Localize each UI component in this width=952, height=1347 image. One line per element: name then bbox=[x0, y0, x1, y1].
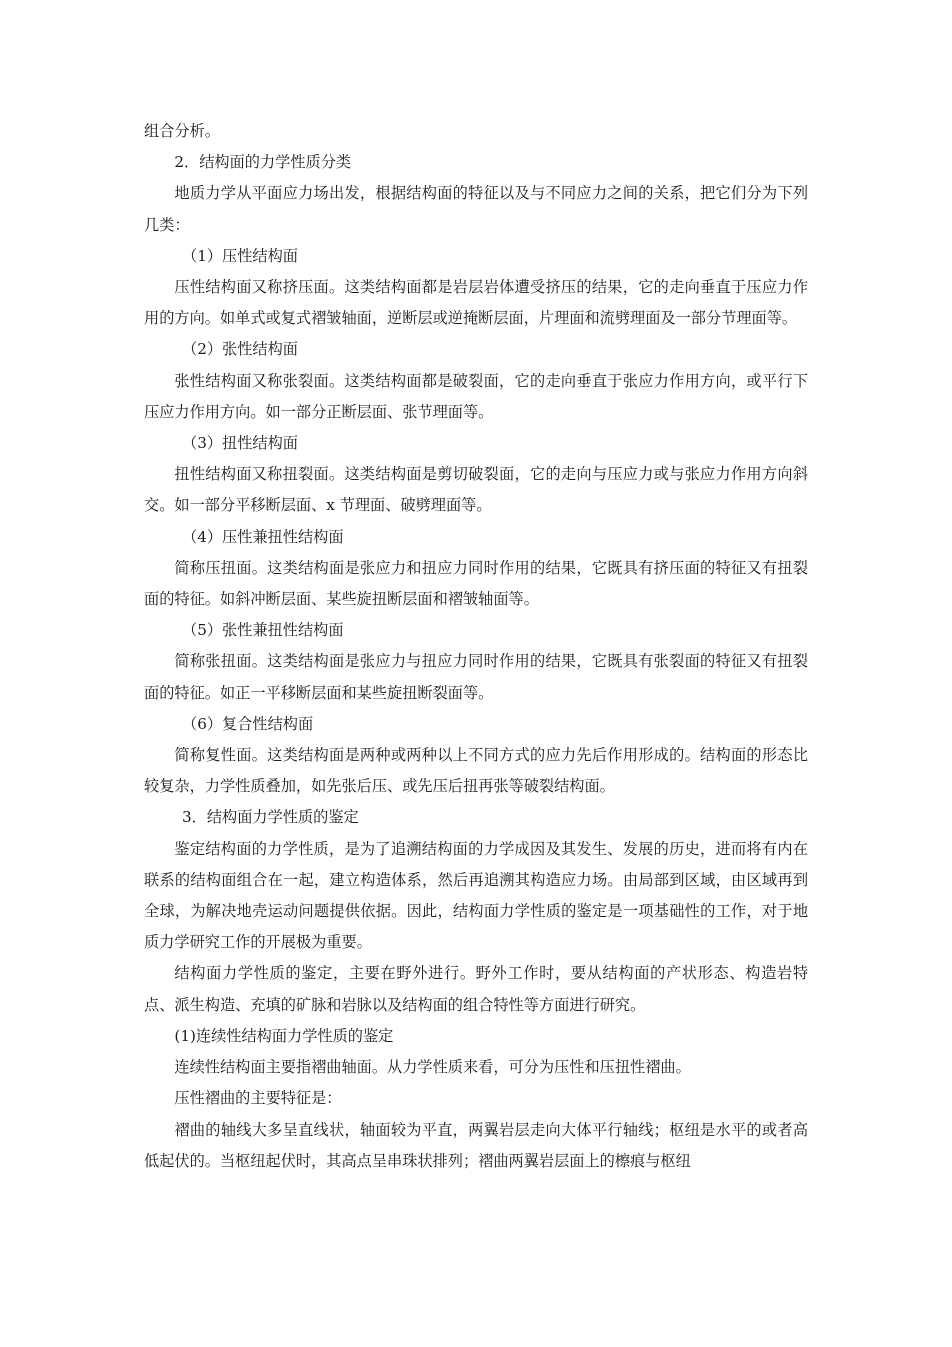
subsection-heading: （5）张性兼扭性结构面 bbox=[182, 621, 344, 640]
paragraph: 压性褶曲的主要特征是： bbox=[174, 1089, 342, 1108]
paragraph: 鉴定结构面的力学性质，是为了追溯结构面的力学成因及其发生、发展的历史，进而将有内在联系的结构面组合在一起，建立构造体系，然后再追溯其构造应力场。由局部到区域，由区域再到全球，为解决地壳运动问题提供依据。因此，结构面力学性质的鉴定是一项基础性的工作，对于地质力学研究工作的开展极为重要。 bbox=[144, 839, 808, 952]
paragraph: 简称张扭面。这类结构面是张应力与扭应力同时作用的结果，它既具有张裂面的特征又有扭裂面的特征。如正一平移断层面和某些旋扭断裂面等。 bbox=[144, 652, 808, 702]
document-page bbox=[144, 116, 808, 1177]
paragraph: 地质力学从平面应力场出发，根据结构面的特征以及与不同应力之间的关系，把它们分为下列几类： bbox=[144, 184, 808, 234]
paragraph: 张性结构面又称张裂面。这类结构面都是破裂面，它的走向垂直于张应力作用方向，或平行下压应力作用方向。如一部分正断层面、张节理面等。 bbox=[144, 371, 808, 421]
section-heading: 2．结构面的力学性质分类 bbox=[174, 153, 352, 172]
paragraph: 扭性结构面又称扭裂面。这类结构面是剪切破裂面，它的走向与压应力或与张应力作用方向斜交。如一部分平移断层面、x 节理面、破劈理面等。 bbox=[144, 465, 808, 515]
paragraph: 结构面力学性质的鉴定，主要在野外进行。野外工作时，要从结构面的产状形态、构造岩特点、派生构造、充填的矿脉和岩脉以及结构面的组合特性等方面进行研究。 bbox=[144, 964, 808, 1014]
paragraph: 连续性结构面主要指褶曲轴面。从力学性质来看，可分为压性和压扭性褶曲。 bbox=[174, 1058, 691, 1077]
paragraph: 简称复性面。这类结构面是两种或两种以上不同方式的应力先后作用形成的。结构面的形态比较复杂，力学性质叠加，如先张后压、或先压后扭再张等破裂结构面。 bbox=[144, 746, 808, 796]
section-heading: 3．结构面力学性质的鉴定 bbox=[182, 808, 359, 827]
paragraph: 压性结构面又称挤压面。这类结构面都是岩层岩体遭受挤压的结果，它的走向垂直于压应力作用的方向。如单式或复式褶皱轴面，逆断层或逆掩断层面，片理面和流劈理面及一部分节理面等。 bbox=[144, 278, 808, 328]
subsection-heading: （3）扭性结构面 bbox=[182, 434, 298, 453]
subsection-heading: (1)连续性结构面力学性质的鉴定 bbox=[174, 1026, 394, 1045]
subsection-heading: （2）张性结构面 bbox=[182, 340, 298, 359]
subsection-heading: （6）复合性结构面 bbox=[182, 714, 314, 733]
subsection-heading: （4）压性兼扭性结构面 bbox=[182, 527, 344, 546]
paragraph: 简称压扭面。这类结构面是张应力和扭应力同时作用的结果，它既具有挤压面的特征又有扭裂面的特征。如斜冲断层面、某些旋扭断层面和褶皱轴面等。 bbox=[144, 558, 808, 609]
paragraph: 褶曲的轴线大多呈直线状，轴面较为平直，两翼岩层走向大体平行轴线；枢纽是水平的或者高低起伏的。当枢纽起伏时，其高点呈串珠状排列；褶曲两翼岩层面上的檫痕与枢纽 bbox=[144, 1120, 808, 1170]
paragraph: 组合分析。 bbox=[144, 122, 220, 140]
subsection-heading: （1）压性结构面 bbox=[182, 246, 298, 265]
